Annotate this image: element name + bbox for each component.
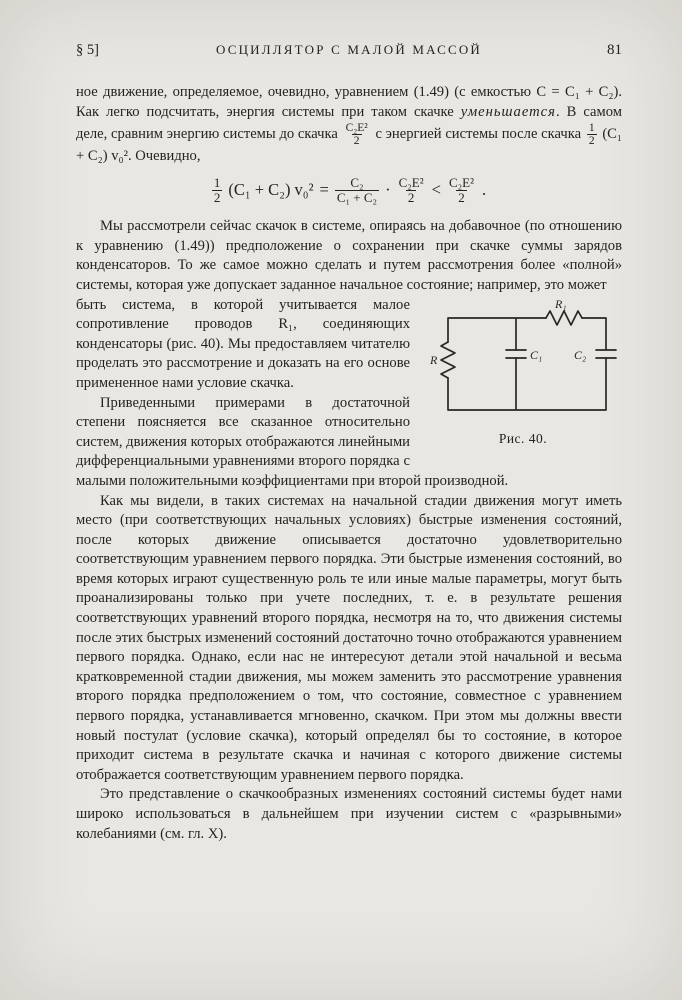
fraction-c2-over-sum	[335, 176, 379, 204]
paragraph-conclusion: Это представление о скачкообразных изменениях состояний системы будет нами широко использоваться в дальнейшем при изучении систем с «разрывными» колебаниями (см. гл. X).	[76, 786, 622, 842]
equation-lhs: (C₁ + C₂) v₀²	[228, 179, 314, 199]
fraction-denominator: 2	[458, 189, 465, 205]
fraction-numerator: 1	[588, 122, 595, 135]
figure-40	[424, 298, 622, 449]
section-marker: § 5]	[76, 42, 99, 58]
emphasized-word: уменьшается	[460, 103, 556, 120]
fraction-numerator: C₂E²	[448, 174, 474, 190]
resistor-R1-zigzag	[546, 311, 582, 325]
label-R: R	[430, 352, 438, 367]
fraction-one-half	[212, 176, 223, 204]
figure-caption: Рис. 40.	[498, 430, 548, 446]
fraction-numerator: C₂	[350, 174, 364, 190]
paragraph-examples: Приведенными примерами в достаточной степени поясняется все сказанное относительно систем, движения которых отображаются линейными дифференциальными уравнениями второго порядка с малыми положительными коэффициентами при второй производной.	[76, 394, 509, 489]
fraction-denominator: 2	[588, 135, 595, 148]
equals-sign: =	[319, 179, 329, 199]
paragraph-fast-changes: Как мы видели, в таких системах на начальной стадии движения могут иметь место (при соответствующих начальных условиях) быстрые изменения состояний, после которых движение описывается достаточно удовлетворительно соответствующим уравнением первого порядка. Эти быстрые изменения состояний, во время которых играют существенную роль те или иные малые параметры, могут быть проанализированы только при учете последних, т. е. в результате решения соответствующих уравнений второго порядка, несмотря на то, что движения системы после этих быстрых изменений состояний достаточно точно отображаются уравнением первого порядка. Однако, если нас не интересуют детали этой начальной и весьма кратковременной стадии движения, мы можем заменить это рассмотрение уравнения второго порядка предположением о том, что состояние, совместное с уравнением первого порядка, устанавливается мгновенно, скачком. При этом мы должны ввести новый постулат (условие скачка), который определял бы то состояние, в которое приходит система в результате скачка и начиная с которого движение системы отображается соответствующим уравнением первого порядка.	[76, 492, 622, 783]
fraction-denominator: 2	[213, 189, 221, 205]
inline-fraction-one-half	[587, 122, 597, 147]
label-C2: C₂	[574, 347, 587, 362]
paragraph-continuation	[76, 83, 622, 167]
equation-period: .	[481, 179, 487, 199]
circuit-wires	[441, 311, 616, 410]
text-run: быть система, в которой учитывается малое сопротивление проводов R₁, соединяющих конденсаторы (рис. 40). Мы предоставляем читателю проделать это рассмотрение и доказать на его основе примененное нами условие скачка.	[76, 296, 410, 391]
page-header	[76, 42, 622, 59]
less-than-sign: <	[431, 179, 441, 199]
text-run: . В самом деле, сравним энергию системы до скачка	[76, 103, 622, 143]
text-run: с энергией системы после скачка	[375, 126, 582, 143]
multiplication-dot: ·	[385, 179, 391, 199]
display-equation	[76, 176, 622, 204]
fraction-numerator: C₂E²	[398, 174, 424, 190]
resistor-R-zigzag	[441, 342, 455, 378]
fraction-numerator: C₂E²	[345, 122, 368, 135]
fraction-numerator: 1	[213, 174, 221, 190]
running-title: ОСЦИЛЛЯТОР С МАЛОЙ МАССОЙ	[215, 42, 483, 57]
capacitor-plates	[506, 350, 616, 358]
fraction-c2e2-over-2-rhs	[447, 176, 476, 204]
fraction-c2e2-over-2	[397, 176, 426, 204]
paragraph-jump-condition: Мы рассмотрели сейчас скачок в системе, опираясь на добавочное (по отношению к уравнению (1.49)) предположение о сохранении при скачке суммы зарядов конденсаторов. То же самое можно сделать и путем рассмотрения более «полной» системы, которая уже допускает заданное начальное состояние; например, это может	[76, 218, 622, 293]
label-C1: C₁	[530, 347, 543, 362]
text-run: (C₁ + C₂) v₀². Очевидно,	[76, 126, 622, 165]
page-number: 81	[607, 42, 622, 58]
inline-fraction-c2e2-over-2	[344, 122, 370, 147]
circuit-diagram	[428, 298, 618, 420]
fraction-denominator: C₁ + C₂	[336, 189, 378, 205]
fraction-denominator: 2	[353, 135, 360, 148]
fraction-denominator: 2	[407, 189, 415, 205]
page-body	[76, 83, 622, 844]
text-run: ное движение, определяемое, очевидно, уравнением (1.49) (с емкостью C = C₁ + C₂). Как легко подсчитать, энергия системы при таком скачке	[76, 84, 622, 120]
label-R1: R₁	[555, 297, 567, 311]
